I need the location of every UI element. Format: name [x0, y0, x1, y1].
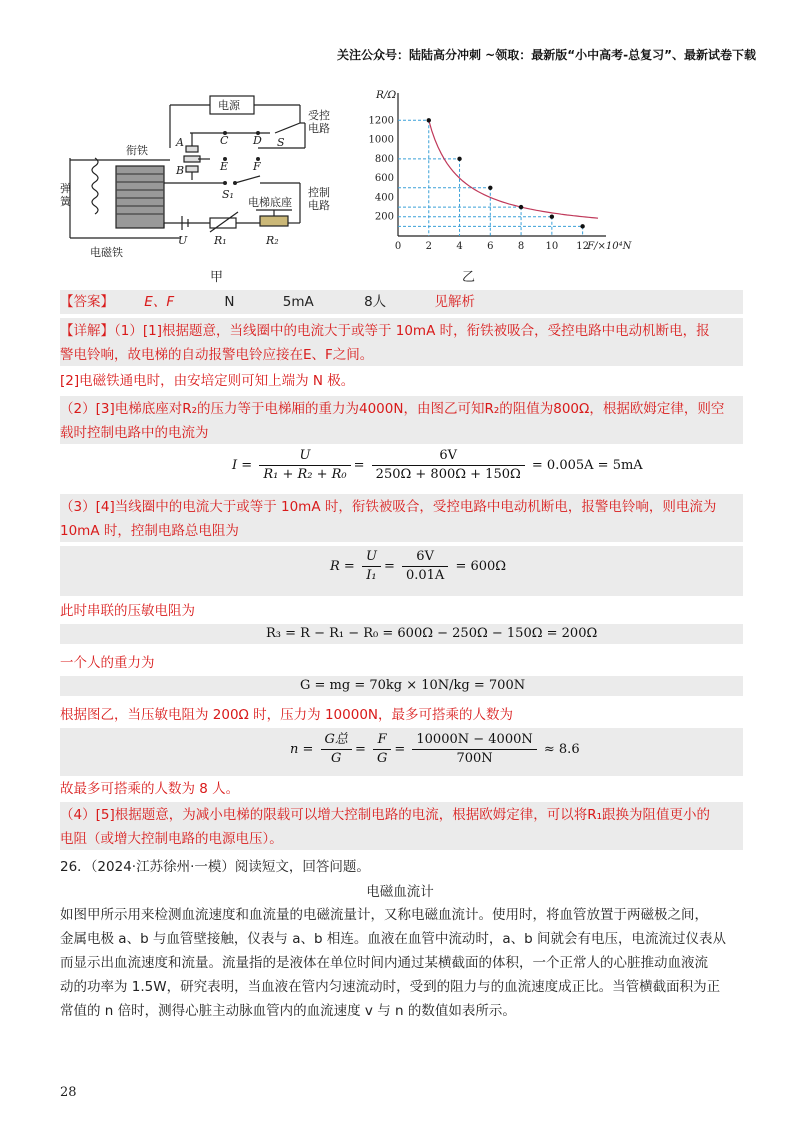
article-line-2: 金属电极 a、b 与血管壁接触，仪表与 a、b 相连。血液在血管中流动时，a、b 间就会有电压，电流流过仪表从 [60, 931, 726, 947]
label-spring: 弹 [60, 182, 71, 195]
answer-label: 【答案】 [60, 294, 114, 310]
label-D: D [253, 134, 262, 147]
y-tick-600: 600 [374, 173, 394, 185]
y-tick-800: 800 [374, 153, 394, 165]
x-tick-0: 0 [394, 241, 402, 252]
detail-line-3: [2]电磁铁通电时，由安培定则可知上端为 N 极。 [60, 373, 355, 389]
detail-line-9: 一个人的重力为 [60, 655, 155, 671]
equation-4: G = mg = 70kg × 10N/kg = 700N [300, 678, 526, 693]
label-electromagnet: 电磁铁 [90, 246, 123, 259]
r-f-chart [368, 88, 632, 263]
detail-line-4: （2）[3]电梯底座对R₂的压力等于电梯厢的重力为4000N，由图乙可知R₂的阻值为800Ω，根据欧姆定律，则空 [60, 401, 725, 417]
article-line-1: 如图甲所示用来检测血流速度和血流量的电磁流量计，又称电磁血流计。使用时，将血管放置于两磁极之间， [60, 907, 708, 923]
label-control-1: 控制 [308, 186, 330, 199]
equation-1: I = $\frac{U}{\text{R₁ + R₂ + R₀}}$ = $\frac{6V}{250\Omega + 800\Omega + 150\Omega}$ = 0.005A = 5mA [232, 448, 643, 482]
label-E: E [220, 160, 229, 173]
page-header: 关注公众号：陆陆高分冲刺 ~领取：最新版“小中高考-总复习”、最新试卷下载 [337, 48, 756, 62]
x-axis-label: F/×10⁴N [587, 241, 632, 252]
detail-line-6: （3）[4]当线圈中的电流大于或等于 10mA 时，衔铁被吸合，受控电路中电动机断电，报警电铃响，则电流为 [60, 499, 717, 515]
label-control-2: 电路 [308, 199, 330, 212]
equation-3: R₃ = R − R₁ − R₀ = 600Ω − 250Ω − 150Ω = 200Ω [266, 626, 598, 641]
answer-2: N [224, 294, 235, 310]
answer-5: 见解析 [434, 294, 475, 310]
x-tick-12: 12 [576, 241, 589, 252]
x-tick-6: 6 [487, 241, 494, 252]
label-controlled-1: 受控 [308, 109, 330, 122]
detail-line-13: 电阻（或增大控制电路的电源电压）。 [60, 831, 283, 847]
caption-b: 乙 [462, 270, 476, 285]
detail-line-5: 载时控制电路中的电流为 [60, 425, 209, 441]
label-S1: S₁ [222, 188, 234, 201]
circuit-diagram [60, 88, 350, 268]
x-tick-2: 2 [425, 241, 432, 252]
x-tick-4: 4 [456, 241, 463, 252]
caption-a: 甲 [210, 270, 224, 285]
data-point-5 [580, 224, 584, 228]
curve [429, 120, 598, 218]
data-point-4 [550, 215, 554, 219]
label-C: C [220, 134, 229, 147]
article-title: 电磁血流计 [366, 884, 434, 900]
answer-row [60, 291, 475, 313]
equation-2: R = $\frac{U}{\text{I₁}}$ = $\frac{6V}{0.01A}$ = 600Ω [330, 549, 507, 583]
article-line-4: 动的功率为 1.5W，研究表明，当血液在管内匀速流动时，受到的阻力与的血流速度成正比。当管横截面积为正 [60, 979, 721, 995]
y-tick-1200: 1200 [368, 115, 394, 127]
label-F: F [253, 160, 261, 173]
detail-line-10: 根据图乙，当压敏电阻为 200Ω 时，压力为 10000N，最多可搭乘的人数为 [60, 707, 514, 723]
y-tick-400: 400 [374, 192, 394, 204]
x-tick-8: 8 [517, 241, 525, 252]
detail-line-12: （4）[5]根据题意，为减小电梯的限载可以增大控制电路的电流，根据欧姆定律，可以将R₁跟换为阻值更小的 [60, 807, 711, 823]
label-controlled-2: 电路 [308, 122, 330, 135]
y-tick-1000: 1000 [368, 134, 394, 146]
svg-text:簧: 簧 [60, 195, 71, 208]
page-number: 28 [60, 1085, 77, 1100]
detail-line-2: 警电铃响，故电梯的自动报警电铃应接在E、F之间。 [60, 347, 374, 363]
label-armature: 衔铁 [126, 144, 148, 157]
detail-line-1: 【详解】（1）[1]根据题意，当线圈中的电流大于或等于 10mA 时，衔铁被吸合，受控电路中电动机断电，报 [60, 323, 710, 339]
answer-4: 8人 [364, 294, 387, 310]
article-line-5: 常值的 n 倍时，测得心脏主动脉血管内的血流速度 v 与 n 的数值如表所示。 [60, 1003, 516, 1019]
label-R2: R₂ [266, 234, 279, 247]
y-tick-200: 200 [374, 211, 394, 223]
data-point-2 [488, 186, 492, 190]
detail-line-11: 故最多可搭乘的人数为 8 人。 [60, 781, 240, 797]
question-26-heading: 26．（2024·江苏徐州·一模）阅读短文，回答问题。 [60, 859, 370, 875]
answer-3: 5mA [282, 294, 314, 310]
label-R1: R₁ [214, 234, 227, 247]
answer-1: E、F [144, 294, 175, 310]
equation-5: n = $\frac{\text{G总}}{G}$ = $\frac{F}{G}$ = $\frac{10000N - 4000N}{700N}$ ≈ 8.6 [290, 732, 580, 766]
data-point-1 [457, 157, 461, 161]
label-floor: 电梯底座 [248, 196, 292, 209]
y-axis-label: R/Ω [376, 89, 397, 101]
data-point-3 [519, 205, 523, 209]
label-power: 电源 [218, 99, 240, 112]
label-S: S [277, 136, 285, 149]
data-point-0 [427, 118, 431, 122]
label-A: A [176, 136, 184, 149]
article-line-3: 而显示出血流速度和流量。流量指的是液体在单位时间内通过某横截面的体积，一个正常人的心脏推动血液流 [60, 955, 708, 971]
label-U: U [178, 234, 188, 247]
x-tick-10: 10 [545, 241, 559, 252]
detail-line-7: 10mA 时，控制电路总电阻为 [60, 523, 239, 539]
detail-line-8: 此时串联的压敏电阻为 [60, 603, 195, 619]
label-B: B [176, 164, 185, 177]
